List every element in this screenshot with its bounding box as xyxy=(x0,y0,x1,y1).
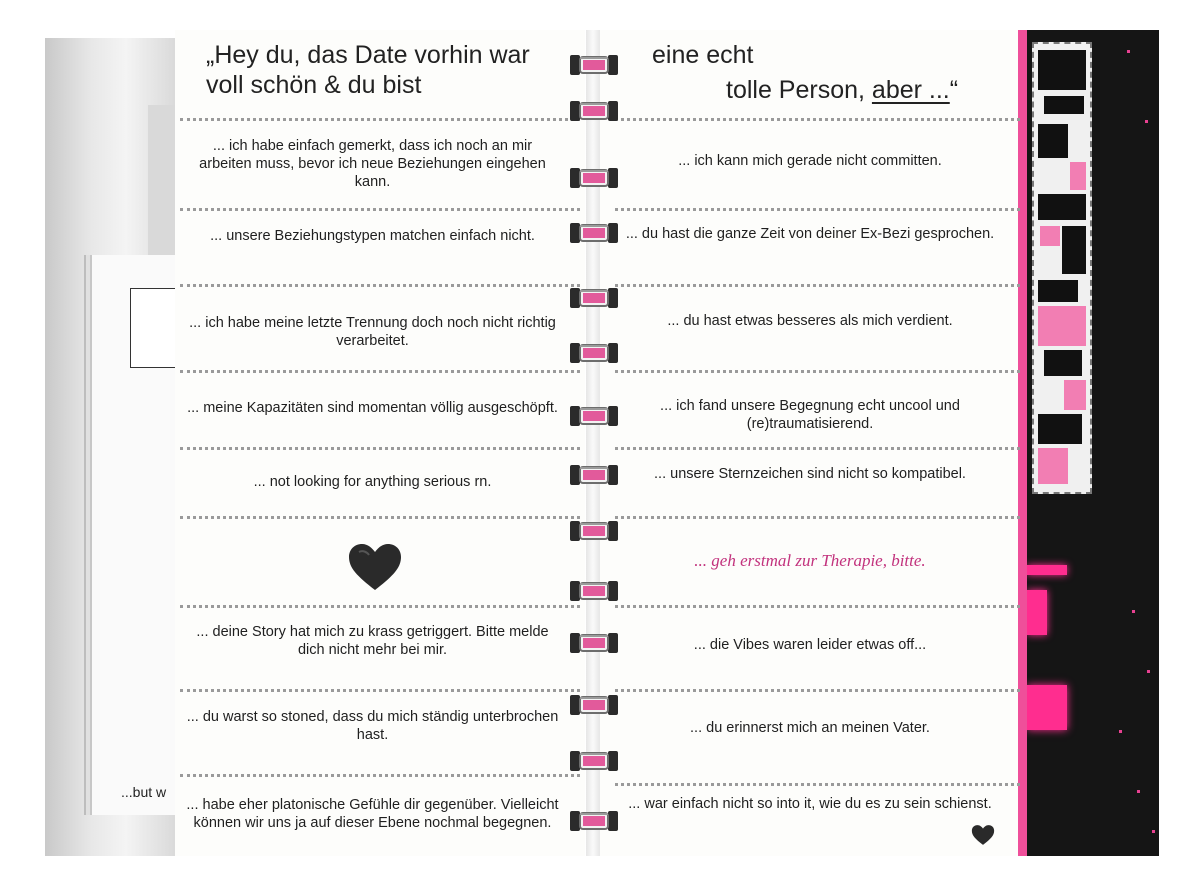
spiral-ring-icon xyxy=(568,220,620,246)
neon-glyph xyxy=(1027,685,1067,730)
dotted-separator xyxy=(180,516,580,519)
underlying-page-text: ...but w xyxy=(121,784,167,800)
spiral-ring-icon xyxy=(568,630,620,656)
spiral-ring-icon xyxy=(568,578,620,604)
excuse-item: ... ich fand unsere Begegnung echt uncool und (re)traumatisierend. xyxy=(660,398,960,432)
underlying-page-box xyxy=(130,288,181,368)
spiral-ring-icon xyxy=(568,340,620,366)
dotted-separator xyxy=(615,208,1020,211)
pink-speck xyxy=(1132,610,1135,613)
excuse-item: ... du hast die ganze Zeit von deiner Ex-Bezi gesprochen. xyxy=(625,226,995,242)
small-heart-icon xyxy=(971,824,995,846)
excuse-item: ... ich habe einfach gemerkt, dass ich noch an mir arbeiten muss, bevor ich neue Beziehungen eingehen kann. xyxy=(199,138,546,190)
dotted-separator xyxy=(615,605,1020,608)
title-right-suffix: “ xyxy=(949,76,959,104)
dotted-separator xyxy=(180,208,580,211)
dotted-separator xyxy=(180,370,580,373)
spiral-ring-icon xyxy=(568,285,620,311)
pink-page-edge xyxy=(1018,30,1027,856)
book-spine xyxy=(586,30,600,856)
excuse-item: ... ich habe meine letzte Trennung doch noch nicht richtig verarbeitet. xyxy=(189,315,556,349)
title-right-line2 xyxy=(726,75,958,105)
dotted-separator xyxy=(180,774,580,777)
spiral-ring-icon xyxy=(568,748,620,774)
pink-speck xyxy=(1147,670,1150,673)
excuse-item: ... not looking for anything serious rn. xyxy=(253,474,492,490)
dotted-separator xyxy=(615,118,1020,121)
spiral-ring-icon xyxy=(568,692,620,718)
spiral-ring-icon xyxy=(568,462,620,488)
dotted-separator xyxy=(615,370,1020,373)
neon-glyph xyxy=(1027,590,1047,635)
dotted-separator xyxy=(615,284,1020,287)
spiral-ring-icon xyxy=(568,52,620,78)
dotted-separator xyxy=(615,516,1020,519)
dotted-separator xyxy=(180,605,580,608)
pink-speck xyxy=(1127,50,1130,53)
excuse-item: ... unsere Beziehungstypen matchen einfach nicht. xyxy=(210,228,535,244)
pink-speck xyxy=(1152,830,1155,833)
excuse-item: ... du erinnerst mich an meinen Vater. xyxy=(690,720,930,736)
excuse-item: ... du hast etwas besseres als mich verdient. xyxy=(667,313,953,329)
dotted-separator xyxy=(180,284,580,287)
pink-speck xyxy=(1145,120,1148,123)
spiral-ring-icon xyxy=(568,518,620,544)
dotted-separator xyxy=(615,689,1020,692)
excuse-item: ... unsere Sternzeichen sind nicht so kompatibel. xyxy=(654,466,966,482)
excuse-item: ... die Vibes waren leider etwas off... xyxy=(693,637,927,653)
spiral-ring-icon xyxy=(568,98,620,124)
title-left: „Hey du, das Date vorhin war voll schön & du bist xyxy=(206,41,530,99)
excuse-item: ... du warst so stoned, dass du mich ständig unterbrochen hast. xyxy=(186,709,559,743)
dotted-separator xyxy=(180,689,580,692)
dotted-separator xyxy=(180,447,580,450)
excuse-item: ... habe eher platonische Gefühle dir gegenüber. Vielleicht können wir uns ja auf dieser Ebene nochmal begegnen. xyxy=(186,797,559,831)
spiral-ring-icon xyxy=(568,165,620,191)
excuse-item: ... deine Story hat mich zu krass getriggert. Bitte melde dich nicht mehr bei mir. xyxy=(196,624,549,658)
dotted-separator xyxy=(615,447,1020,450)
title-right-line1: eine echt xyxy=(652,41,754,69)
excuse-item: ... war einfach nicht so into it, wie du es zu sein schienst. xyxy=(628,796,992,812)
excuse-item: ... ich kann mich gerade nicht committen. xyxy=(678,153,942,169)
spiral-ring-icon xyxy=(568,808,620,834)
title-right-underlined: aber ... xyxy=(871,76,950,104)
pink-speck xyxy=(1119,730,1122,733)
title-right-prefix: tolle Person, xyxy=(726,76,872,104)
spiral-ring-icon xyxy=(568,403,620,429)
excuse-item: ... meine Kapazitäten sind momentan völlig ausgeschöpft. xyxy=(187,400,558,416)
dotted-separator xyxy=(180,118,580,121)
heart-icon xyxy=(347,542,403,592)
neon-glyph xyxy=(1027,565,1067,575)
qr-code xyxy=(1032,42,1092,494)
dotted-separator xyxy=(615,783,1020,786)
therapy-text: ... geh erstmal zur Therapie, bitte. xyxy=(694,551,926,570)
pink-speck xyxy=(1137,790,1140,793)
